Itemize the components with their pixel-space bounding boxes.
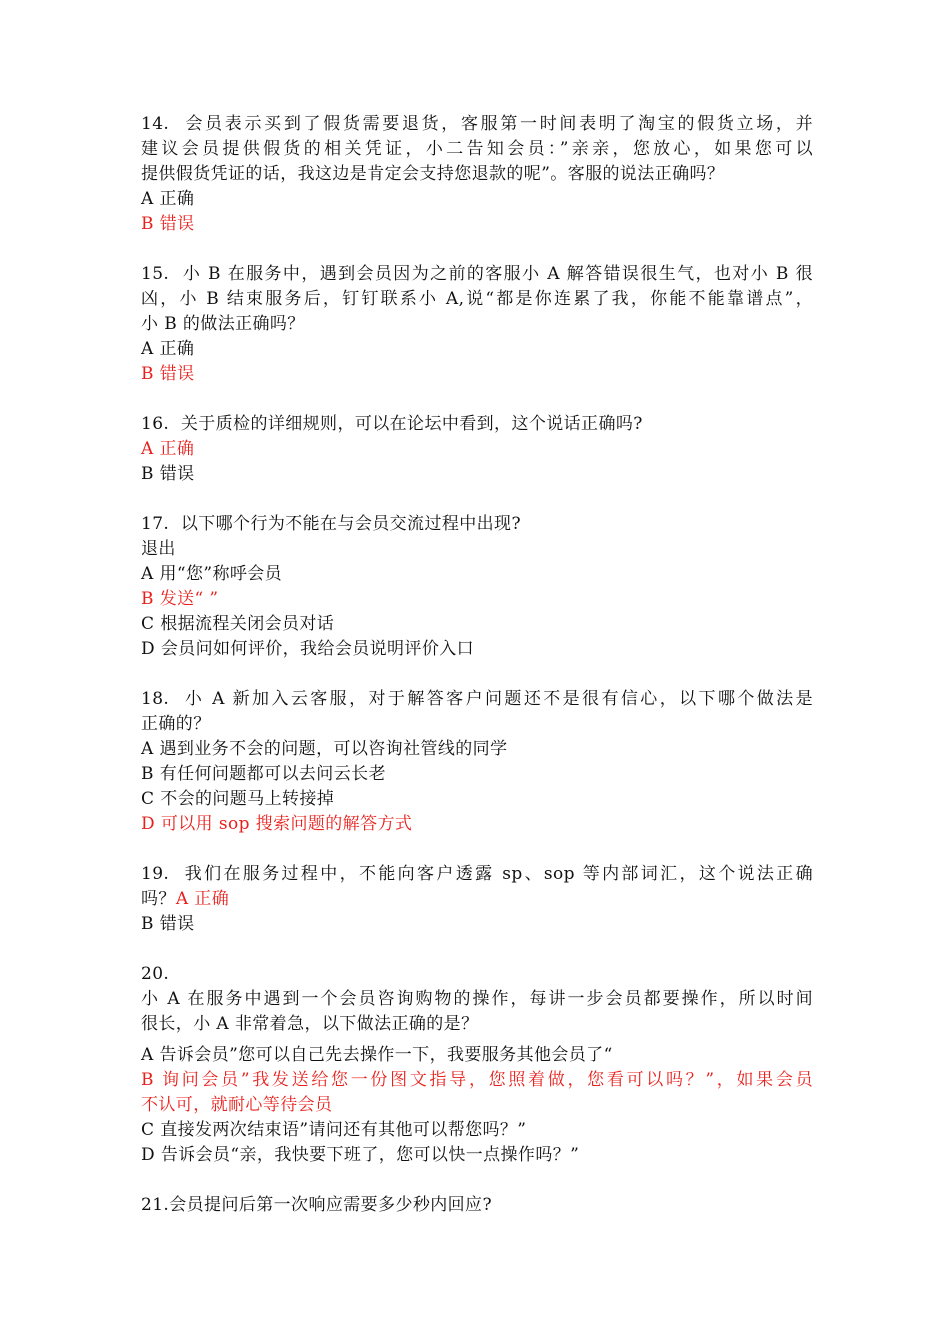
option-b: B 错误: [141, 914, 195, 934]
question-stem-line: 16. 关于质检的详细规则，可以在论坛中看到，这个说话正确吗?: [141, 414, 643, 434]
option-b-correct: B 错误: [141, 214, 195, 234]
option-b: B 错误: [141, 464, 195, 484]
question-stem-line: 21.会员提问后第一次响应需要多少秒内回应?: [141, 1195, 492, 1215]
option-a-correct: A 正确: [141, 439, 195, 459]
stray-text: 退出: [141, 539, 176, 559]
option-a: A 用“您”称呼会员: [141, 564, 283, 584]
question-stem-line: 18. 小 A 新加入云客服，对于解答客户问题还不是很有信心，以下哪个做法是: [141, 689, 813, 709]
option-a: A 正确: [141, 339, 195, 359]
question-stem-line: 提供假货凭证的话，我这边是肯定会支持您退款的呢”。客服的说法正确吗？: [141, 164, 725, 184]
question-19: [141, 862, 813, 937]
question-14: [141, 112, 813, 237]
question-stem-line: 14. 会员表示买到了假货需要退货，客服第一时间表明了淘宝的假货立场，并: [141, 114, 813, 134]
question-21: [141, 1193, 813, 1218]
question-stem-line: 17. 以下哪个行为不能在与会员交流过程中出现?: [141, 514, 521, 534]
question-17: [141, 512, 813, 662]
option-b-correct: B 错误: [141, 364, 195, 384]
option-a: A 告诉会员”您可以自己先去操作一下，我要服务其他会员了“: [141, 1045, 613, 1065]
question-stem-line: 15. 小 B 在服务中，遇到会员因为之前的客服小 A 解答错误很生气，也对小 B 很: [141, 264, 813, 284]
option-d-correct: D 可以用 sop 搜索问题的解答方式: [141, 814, 413, 834]
question-stem-line: 19. 我们在服务过程中，不能向客户透露 sp、sop 等内部词汇，这个说法正确: [141, 864, 814, 884]
option-b-correct: B 发送“ ”: [141, 589, 219, 609]
option-a: A 正确: [141, 189, 195, 209]
question-18: [141, 687, 813, 837]
quiz-content: [141, 112, 813, 1243]
option-a: A 遇到业务不会的问题，可以咨询社管线的同学: [141, 739, 508, 759]
question-stem-line: 吗？A 正确: [141, 889, 230, 909]
question-stem-line: 建议会员提供假货的相关凭证，小二告知会员：”亲亲，您放心，如果您可以: [141, 139, 813, 159]
inline-correct-answer: A 正确: [175, 889, 230, 909]
question-stem-line: 很长，小 A 非常着急，以下做法正确的是？: [141, 1014, 479, 1034]
question-number: 20.: [141, 964, 170, 984]
question-stem-line: 小 A 在服务中遇到一个会员咨询购物的操作，每讲一步会员都要操作，所以时间: [141, 989, 813, 1009]
question-16: [141, 412, 813, 487]
question-20: [141, 962, 813, 1168]
option-c: C 不会的问题马上转接掉: [141, 789, 335, 809]
option-b: B 有任何问题都可以去问云长老: [141, 764, 386, 784]
question-stem-line: 正确的？: [141, 714, 211, 734]
option-c: C 直接发两次结束语”请问还有其他可以帮您吗？”: [141, 1120, 527, 1140]
option-d: D 告诉会员“亲，我快要下班了，您可以快一点操作吗？”: [141, 1145, 580, 1165]
option-b-correct: B 询问会员”我发送给您一份图文指导，您照着做，您看可以吗？”，如果会员: [141, 1070, 813, 1090]
option-b-correct-continued: 不认可，就耐心等待会员: [141, 1095, 333, 1115]
question-15: [141, 262, 813, 387]
option-d: D 会员问如何评价，我给会员说明评价入口: [141, 639, 475, 659]
question-stem-line: 小 B 的做法正确吗？: [141, 314, 305, 334]
option-c: C 根据流程关闭会员对话: [141, 614, 335, 634]
question-stem-line: 凶，小 B 结束服务后，钉钉联系小 A,说“都是你连累了我，你能不能靠谱点”，: [141, 289, 813, 309]
